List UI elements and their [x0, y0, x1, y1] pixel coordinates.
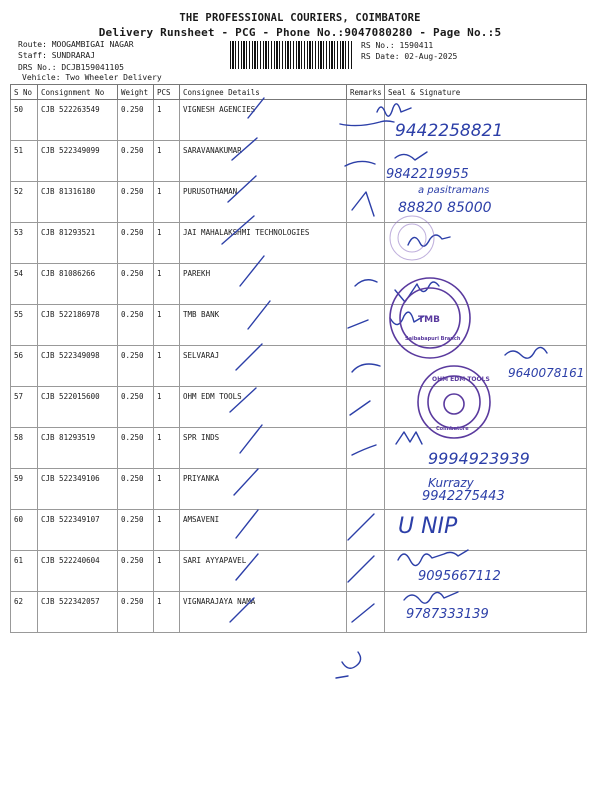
signature-phone: 9442258821 [395, 121, 504, 141]
row-pcs-text: 1 [157, 105, 162, 114]
row-consignment-text: CJB 522349099 [41, 146, 100, 155]
row-sno [11, 141, 38, 182]
row-consignment [38, 346, 118, 387]
row-weight [118, 305, 154, 346]
ohm-stamp-label: OHM EDM TOOLS [432, 376, 490, 383]
row-sno [11, 469, 38, 510]
row-pcs [154, 592, 180, 633]
row-sno-text: 55 [14, 310, 24, 319]
table-row [11, 469, 587, 510]
row-consignee [180, 387, 347, 428]
table-row [11, 387, 587, 428]
row-consignment-text: CJB 522342057 [41, 597, 100, 606]
row-seal [385, 428, 587, 469]
row-remarks [347, 264, 385, 305]
row-consignee-text: VIGNESH AGENCIES [183, 105, 256, 114]
row-remarks [347, 387, 385, 428]
row-seal [385, 346, 587, 387]
row-pcs-text: 1 [157, 351, 162, 360]
row-consignment [38, 141, 118, 182]
row-sno-text: 62 [14, 597, 24, 606]
row-consignment [38, 469, 118, 510]
row-consignee-text: TMB BANK [183, 310, 220, 319]
page-title: THE PROFESSIONAL COURIERS, COIMBATORE [179, 12, 421, 24]
row-consignment-text: CJB 522015600 [41, 392, 100, 401]
row-weight [118, 387, 154, 428]
row-weight [118, 182, 154, 223]
header-remarks: Remarks [347, 85, 385, 100]
row-consignee [180, 264, 347, 305]
row-sno [11, 387, 38, 428]
row-pcs [154, 469, 180, 510]
row-seal [385, 469, 587, 510]
runsheet-table [10, 84, 587, 633]
row-seal [385, 592, 587, 633]
row-weight-text: 0.250 [121, 597, 144, 606]
header-pcs: PCS [154, 85, 180, 100]
row-weight [118, 469, 154, 510]
row-remarks [347, 305, 385, 346]
row-pcs [154, 264, 180, 305]
row-sno-text: 53 [14, 228, 24, 237]
row-remarks [347, 182, 385, 223]
row-sno [11, 100, 38, 141]
row-sno [11, 305, 38, 346]
row-weight-text: 0.250 [121, 433, 144, 442]
row-consignee [180, 305, 347, 346]
row-pcs [154, 100, 180, 141]
row-consignee-text: PAREKH [183, 269, 211, 278]
row-sno [11, 182, 38, 223]
row-weight-text: 0.250 [121, 310, 144, 319]
row-weight-text: 0.250 [121, 351, 144, 360]
row-sno [11, 264, 38, 305]
row-remarks [347, 100, 385, 141]
row-weight [118, 551, 154, 592]
signature-phone: 9994923939 [428, 449, 530, 468]
row-weight-text: 0.250 [121, 228, 144, 237]
row-pcs [154, 387, 180, 428]
row-weight-text: 0.250 [121, 146, 144, 155]
row-consignment-text: CJB 522349098 [41, 351, 100, 360]
table-row [11, 551, 587, 592]
row-pcs [154, 305, 180, 346]
row-consignment-text: CJB 522349107 [41, 515, 100, 524]
row-consignment [38, 305, 118, 346]
row-pcs [154, 141, 180, 182]
runsheet-subtitle: Delivery Runsheet - PCG - Phone No.:9047080280 - Page No.:5 [98, 26, 502, 39]
row-consignment [38, 510, 118, 551]
header-consignee: Consignee Details [180, 85, 347, 100]
row-consignee-text: SARAVANAKUMAR [183, 146, 242, 155]
row-weight-text: 0.250 [121, 187, 144, 196]
row-pcs-text: 1 [157, 310, 162, 319]
drs-number: DRS No.: DCJB159041105 [18, 63, 124, 72]
row-consignment-text: CJB 522263549 [41, 105, 100, 114]
row-pcs-text: 1 [157, 146, 162, 155]
row-pcs [154, 346, 180, 387]
ohm-stamp-city: Coimbatore [436, 426, 469, 432]
row-weight [118, 428, 154, 469]
row-weight-text: 0.250 [121, 269, 144, 278]
row-consignee-text: SPR INDS [183, 433, 220, 442]
row-sno-text: 56 [14, 351, 24, 360]
closing-scribble [336, 652, 361, 678]
row-pcs [154, 223, 180, 264]
row-consignment [38, 551, 118, 592]
row-weight-text: 0.250 [121, 392, 144, 401]
row-pcs-text: 1 [157, 556, 162, 565]
row-weight [118, 592, 154, 633]
table-row [11, 141, 587, 182]
row-pcs-text: 1 [157, 474, 162, 483]
row-consignment-text: CJB 81086266 [41, 269, 96, 278]
row-sno [11, 510, 38, 551]
row-seal [385, 305, 587, 346]
row-weight [118, 346, 154, 387]
row-weight-text: 0.250 [121, 474, 144, 483]
row-consignment-text: CJB 81293521 [41, 228, 96, 237]
tmb-stamp-logo: TMB [418, 315, 440, 325]
row-sno-text: 51 [14, 146, 24, 155]
table-row [11, 182, 587, 223]
table-row [11, 510, 587, 551]
row-sno-text: 54 [14, 269, 24, 278]
row-weight [118, 141, 154, 182]
row-pcs-text: 1 [157, 433, 162, 442]
header-sno: S No [11, 85, 38, 100]
signature-phone: 9095667112 [418, 569, 501, 584]
row-weight [118, 100, 154, 141]
rs-date: RS Date: 02-Aug-2025 [361, 52, 458, 61]
row-remarks [347, 551, 385, 592]
row-consignment-text: CJB 81293519 [41, 433, 96, 442]
row-sno [11, 592, 38, 633]
row-weight-text: 0.250 [121, 105, 144, 114]
signature-phone: 9640078161 [508, 366, 585, 380]
header-consignment: Consignment No [38, 85, 118, 100]
row-consignee [180, 510, 347, 551]
row-consignment-text: CJB 522186978 [41, 310, 100, 319]
row-consignment [38, 100, 118, 141]
row-consignment [38, 428, 118, 469]
row-consignee-text: PRIYANKA [183, 474, 220, 483]
row-consignee [180, 100, 347, 141]
row-sno [11, 223, 38, 264]
row-sno-text: 60 [14, 515, 24, 524]
row-remarks [347, 223, 385, 264]
row-pcs-text: 1 [157, 228, 162, 237]
row-seal [385, 141, 587, 182]
row-consignee [180, 223, 347, 264]
signature-phone: 88820 85000 [398, 200, 492, 216]
row-pcs-text: 1 [157, 515, 162, 524]
row-remarks [347, 510, 385, 551]
row-consignment [38, 182, 118, 223]
row-consignee-text: AMSAVENI [183, 515, 220, 524]
row-consignment [38, 592, 118, 633]
row-consignee-text: PURUSOTHAMAN [183, 187, 238, 196]
signature-phone: 9942275443 [422, 489, 505, 504]
table-row [11, 100, 587, 141]
row-consignee-text: SARI AYYAPAVEL [183, 556, 247, 565]
row-pcs-text: 1 [157, 597, 162, 606]
row-seal [385, 182, 587, 223]
row-pcs [154, 551, 180, 592]
row-consignment [38, 223, 118, 264]
row-seal [385, 264, 587, 305]
table-row [11, 223, 587, 264]
tmb-stamp-branch: Saibabapuri Branch [405, 336, 461, 342]
row-weight [118, 223, 154, 264]
row-seal [385, 223, 587, 264]
row-sno [11, 428, 38, 469]
signature-name: Kurrazy [428, 476, 474, 490]
row-pcs [154, 428, 180, 469]
row-weight [118, 510, 154, 551]
row-seal [385, 100, 587, 141]
staff-label: Staff: SUNDRARAJ [18, 51, 96, 60]
route-label: Route: MOOGAMBIGAI NAGAR [18, 40, 134, 49]
row-consignee [180, 592, 347, 633]
row-consignee-text: OHM EDM TOOLS [183, 392, 242, 401]
row-pcs-text: 1 [157, 269, 162, 278]
row-consignee-text: JAI MAHALAKSHMI TECHNOLOGIES [183, 228, 310, 237]
row-remarks [347, 346, 385, 387]
row-consignee [180, 141, 347, 182]
row-sno-text: 58 [14, 433, 24, 442]
row-weight-text: 0.250 [121, 556, 144, 565]
row-remarks [347, 469, 385, 510]
signature-note: U NIP [398, 514, 458, 539]
row-pcs [154, 510, 180, 551]
row-seal [385, 510, 587, 551]
signature-phone: 9787333139 [406, 607, 489, 622]
header-weight: Weight [118, 85, 154, 100]
row-weight-text: 0.250 [121, 515, 144, 524]
table-row [11, 428, 587, 469]
row-sno-text: 61 [14, 556, 24, 565]
row-sno-text: 52 [14, 187, 24, 196]
barcode [230, 41, 352, 69]
row-consignee-text: SELVARAJ [183, 351, 220, 360]
row-seal [385, 551, 587, 592]
row-consignee-text: VIGNARAJAYA NAMA [183, 597, 256, 606]
row-seal [385, 387, 587, 428]
table-row [11, 305, 587, 346]
table-header-row [11, 85, 587, 100]
row-weight [118, 264, 154, 305]
row-consignment-text: CJB 522240604 [41, 556, 100, 565]
row-consignment-text: CJB 81316180 [41, 187, 96, 196]
row-pcs [154, 182, 180, 223]
row-consignee [180, 346, 347, 387]
row-consignment [38, 264, 118, 305]
header-seal: Seal & Signature [385, 85, 587, 100]
row-sno [11, 346, 38, 387]
vehicle-label: Vehicle: Two Wheeler Delivery [22, 73, 162, 82]
row-consignee [180, 469, 347, 510]
row-remarks [347, 141, 385, 182]
row-sno [11, 551, 38, 592]
rs-number: RS No.: 1590411 [361, 41, 434, 50]
table-row [11, 592, 587, 633]
row-remarks [347, 592, 385, 633]
row-consignee [180, 551, 347, 592]
table-row [11, 264, 587, 305]
signature-phone: 9842219955 [386, 167, 469, 182]
row-sno-text: 59 [14, 474, 24, 483]
table-row [11, 346, 587, 387]
row-remarks [347, 428, 385, 469]
row-consignee [180, 182, 347, 223]
signature-name: a pasitramans [418, 185, 490, 196]
row-consignee [180, 428, 347, 469]
row-consignment [38, 387, 118, 428]
row-sno-text: 50 [14, 105, 24, 114]
row-consignment-text: CJB 522349106 [41, 474, 100, 483]
row-pcs-text: 1 [157, 392, 162, 401]
row-sno-text: 57 [14, 392, 24, 401]
row-pcs-text: 1 [157, 187, 162, 196]
